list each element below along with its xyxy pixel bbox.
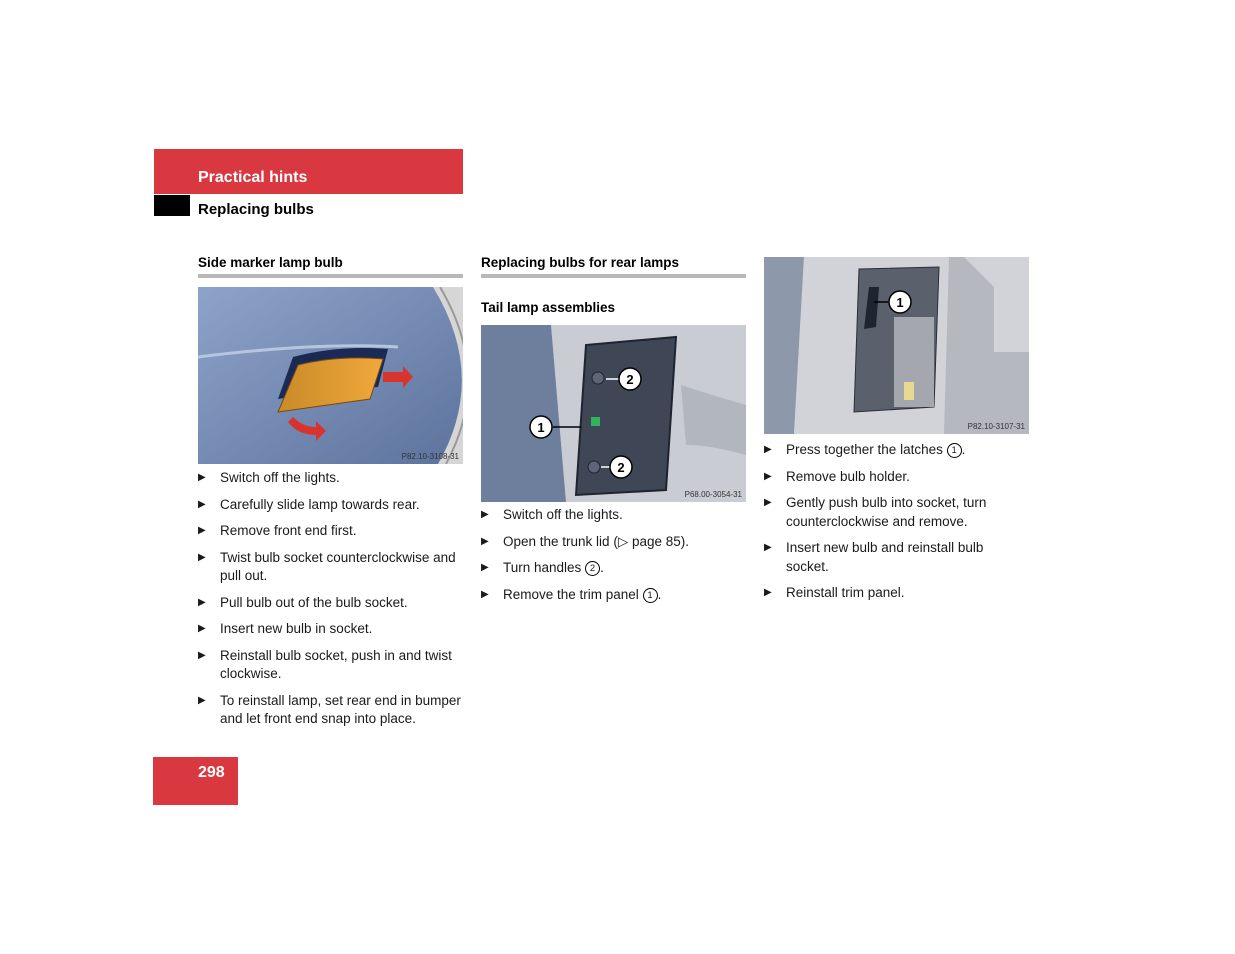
callout-ref: 2 <box>585 561 600 576</box>
list-item: ▶ Turn handles 2 . <box>481 559 746 578</box>
side-marker-lamp-image <box>198 287 463 464</box>
list-item: ▶ Switch off the lights. <box>198 469 463 488</box>
bullet-icon: ▶ <box>764 444 772 455</box>
image-code: P82.10-3108-31 <box>401 452 459 461</box>
bullet-icon: ▶ <box>764 497 772 508</box>
list-item: ▶ Gently push bulb into socket, turn counterclockwise and remove. <box>764 495 987 529</box>
bullet-icon: ▶ <box>481 509 489 520</box>
list-item: ▶ Reinstall trim panel. <box>764 584 1029 603</box>
callout-1: 1 <box>896 295 904 310</box>
col2-subheading: Tail lamp assemblies <box>481 300 616 315</box>
image-code: P68.00-3054-31 <box>684 490 742 499</box>
list-item: ▶ Pull bulb out of the bulb socket. <box>198 594 463 613</box>
col2-heading: Replacing bulbs for rear lamps <box>481 255 746 278</box>
bullet-icon: ▶ <box>764 542 772 553</box>
bullet-icon: ▶ <box>198 694 206 706</box>
callout-2-top: 2 <box>626 372 634 387</box>
bullet-icon: ▶ <box>764 470 772 482</box>
bullet-icon: ▶ <box>481 535 489 547</box>
list-item: ▶ Remove front end first. <box>198 522 463 541</box>
list-item: ▶ Open the trunk lid (▷ page 85). <box>481 533 746 552</box>
bullet-icon: ▶ <box>198 596 206 608</box>
list-item: ▶ Insert new bulb and reinstall bulb socket. <box>764 540 984 574</box>
col1-heading: Side marker lamp bulb <box>198 255 463 278</box>
page-number-box <box>153 757 238 805</box>
bullet-icon: ▶ <box>198 623 206 634</box>
list-item: ▶ Remove the trim panel 1 . <box>481 586 746 605</box>
bullet-icon: ▶ <box>481 588 489 600</box>
bullet-icon: ▶ <box>198 525 206 536</box>
list-item: ▶ Switch off the lights. <box>481 506 746 525</box>
page-ref-icon: ▷ <box>617 533 629 549</box>
callout-ref: 1 <box>947 443 962 458</box>
section-tab-marker <box>154 195 190 216</box>
bullet-icon: ▶ <box>198 551 206 563</box>
col1-step-list <box>198 469 463 737</box>
list-item: ▶ Insert new bulb in socket. <box>198 620 463 639</box>
tail-lamp-trim-panel-image <box>481 325 746 502</box>
list-item: ▶ Press together the latches 1 . <box>764 441 1029 460</box>
col2-step-list <box>481 506 746 612</box>
col3-step-list <box>764 441 1029 611</box>
subsection-title: Replacing bulbs <box>198 201 314 218</box>
callout-2-bottom: 2 <box>617 460 625 475</box>
page-number: 298 <box>198 764 225 781</box>
bulb-holder-image <box>764 257 1029 434</box>
image-code: P82.10-3107-31 <box>967 422 1025 431</box>
list-item: ▶ Twist bulb socket counterclockwise and pull out. <box>198 549 456 583</box>
list-item: ▶ Carefully slide lamp towards rear. <box>198 496 463 515</box>
list-item: ▶ Reinstall bulb socket, push in and twist clockwise. <box>198 647 452 681</box>
list-item: ▶ Remove bulb holder. <box>764 468 1029 487</box>
bullet-icon: ▶ <box>764 587 772 598</box>
bullet-icon: ▶ <box>198 649 206 661</box>
bullet-icon: ▶ <box>198 498 206 510</box>
callout-ref: 1 <box>643 588 658 603</box>
bullet-icon: ▶ <box>198 472 206 483</box>
bullet-icon: ▶ <box>481 562 489 573</box>
section-title: Practical hints <box>198 169 308 186</box>
callout-1: 1 <box>537 420 545 435</box>
list-item: ▶ To reinstall lamp, set rear end in bumper and let front end snap into place. <box>198 692 461 726</box>
